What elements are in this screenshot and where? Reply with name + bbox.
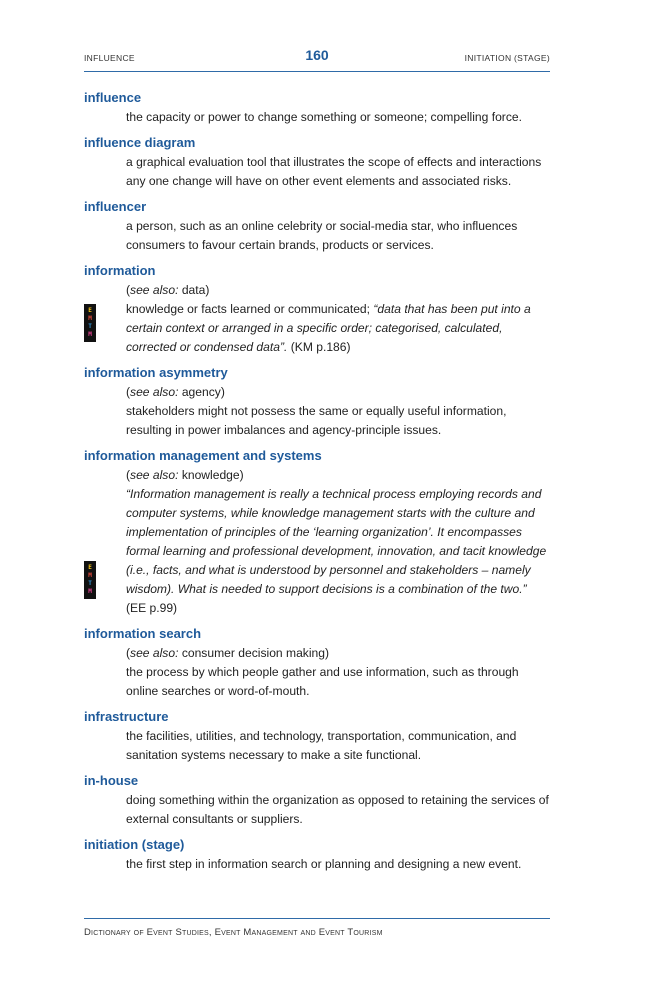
entry-information-search xyxy=(84,624,554,701)
entry-term: influence xyxy=(84,90,142,105)
entry-definition: a graphical evaluation tool that illustrates the scope of effects and interactions any one change will have on other event elements and associated risks. xyxy=(126,155,542,188)
entry-term: influencer xyxy=(84,199,147,214)
entry-citation: (KM p.186) xyxy=(287,340,351,354)
entries-list xyxy=(84,88,554,880)
entry-quote: “Information management is really a technical process employing records and computer systems, while knowledge management starts with the culture and implementation of principles of the ‘learning organization’. It encompasses formal learning and professional development, innovation, and tacit knowledge (i.e., facts, and what is understood by personnel and stakeholders – namely wisdom). What is needed to support decisions is a combination of the two.” xyxy=(126,487,547,596)
entry-infrastructure xyxy=(84,707,554,765)
entry-definition: the facilities, utilities, and technology, transportation, communication, and sanitation systems necessary to make a site functional. xyxy=(126,729,517,762)
entry-information-management-and-systems xyxy=(84,446,554,618)
header-right-guideword: INITIATION (STAGE) xyxy=(464,53,550,63)
see-also: (see also: knowledge) xyxy=(126,468,244,482)
entry-initiation-stage xyxy=(84,835,554,874)
entry-citation: (EE p.99) xyxy=(126,601,178,615)
entry-term: information management and systems xyxy=(84,448,322,463)
entry-quote: “data that has been put into a certain context or arranged in a specific order; categorised, calculated, corrected or condensed data”. xyxy=(126,302,531,354)
running-footer: Dictionary of Event Studies, Event Management and Event Tourism xyxy=(84,927,383,938)
entry-term: influence diagram xyxy=(84,135,196,150)
entry-term: initiation (stage) xyxy=(84,837,185,852)
header-left-guideword: INFLUENCE xyxy=(84,53,135,63)
see-also: (see also: data) xyxy=(126,283,210,297)
see-also: (see also: consumer decision making) xyxy=(126,646,330,660)
entry-definition: a person, such as an online celebrity or social-media star, who influences consumers to favour certain brands, products or services. xyxy=(126,219,518,252)
entry-definition: the process by which people gather and use information, such as through online searches or word-of-mouth. xyxy=(126,665,519,698)
entry-definition: stakeholders might not possess the same or equally useful information, resulting in power imbalances and agency-principle issues. xyxy=(126,404,507,437)
entry-term: in-house xyxy=(84,773,139,788)
entry-information xyxy=(84,261,554,357)
see-also: (see also: agency) xyxy=(126,385,225,399)
header-rule xyxy=(84,71,550,72)
entry-definition: the first step in information search or planning and designing a new event. xyxy=(126,857,522,871)
running-header xyxy=(84,44,550,74)
entry-term: information search xyxy=(84,626,202,641)
entry-term: information xyxy=(84,263,156,278)
entry-in-house xyxy=(84,771,554,829)
emtm-badge-icon: E M T M xyxy=(84,304,96,342)
entry-influencer xyxy=(84,197,554,255)
entry-influence xyxy=(84,88,554,127)
entry-definition: the capacity or power to change something or someone; compelling force. xyxy=(126,110,522,124)
entry-definition: doing something within the organization as opposed to retaining the services of external consultants or suppliers. xyxy=(126,793,549,826)
entry-term: information asymmetry xyxy=(84,365,228,380)
entry-definition: knowledge or facts learned or communicated; “data that has been put into a certain context or arranged in a specific order; categorised, calculated, corrected or condensed data”. (KM p.186) xyxy=(126,302,531,354)
entry-term: infrastructure xyxy=(84,709,169,724)
emtm-badge-icon: E M T M xyxy=(84,561,96,599)
footer-rule xyxy=(84,918,550,919)
entry-influence-diagram xyxy=(84,133,554,191)
entry-information-asymmetry xyxy=(84,363,554,440)
page-number: 160 xyxy=(305,47,329,63)
